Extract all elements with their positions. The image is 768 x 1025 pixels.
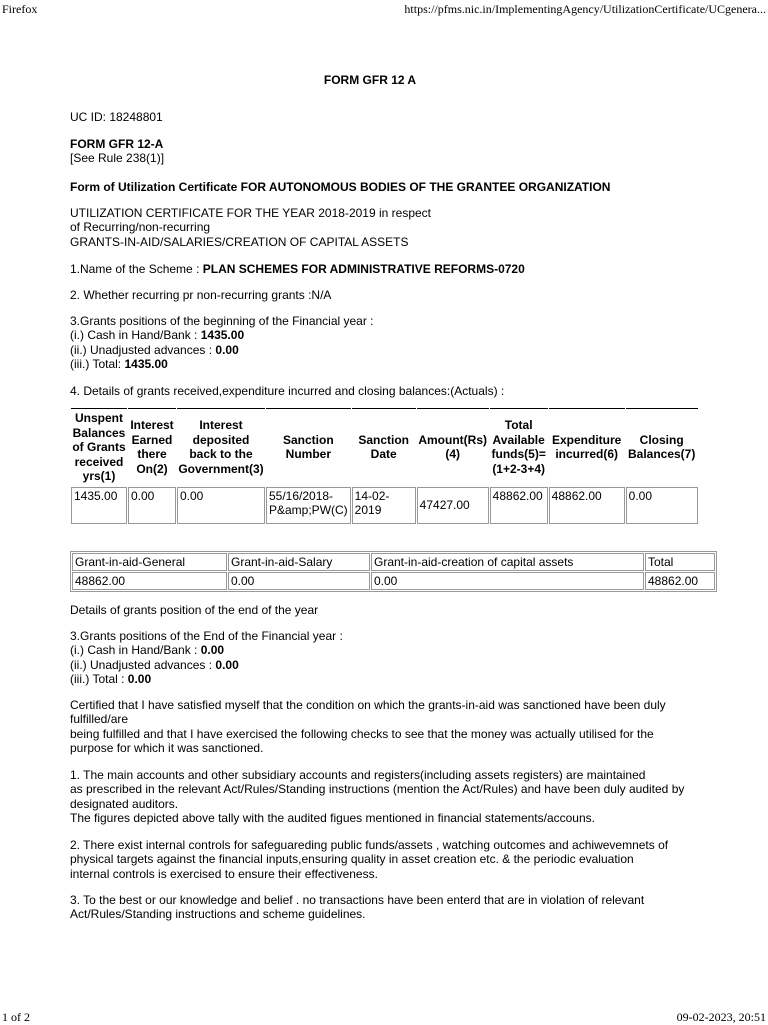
end-advances xyxy=(70,658,239,673)
rule-reference: [See Rule 238(1)] xyxy=(70,151,165,165)
begin-advances xyxy=(70,343,239,358)
cell-unspent: 1435.00 xyxy=(71,487,127,524)
begin-cash-label: (i.) Cash in Hand/Bank : xyxy=(70,328,201,342)
page-number: 1 of 2 xyxy=(2,1010,30,1024)
point-1-line-2: as prescribed in the relevant Act/Rules/Standing instructions (mention the Act/Rules) and have been duly audited by xyxy=(70,782,685,796)
col-total-funds: Total Available funds(5)= (1+2-3+4) xyxy=(490,408,548,486)
browser-print-header xyxy=(0,0,768,18)
end-details: Details of grants position of the end of the year xyxy=(70,603,319,617)
end-heading: 3.Grants positions of the End of the Financial year : xyxy=(70,629,343,643)
print-datetime: 09-02-2023, 20:51 xyxy=(676,1010,766,1024)
cell-interest-earned: 0.00 xyxy=(128,487,176,524)
cell-sanction-number: 55/16/2018-P&amp;PW(C) xyxy=(266,487,351,524)
col-expenditure: Expenditure incurred(6) xyxy=(549,408,625,486)
grant-category-table xyxy=(70,551,717,592)
col-interest-deposited: Interest deposited back to the Government(3) xyxy=(177,408,265,486)
recurring-grants: 2. Whether recurring pr non-recurring grants :N/A xyxy=(70,288,332,302)
point-3-line-2: Act/Rules/Standing instructions and scheme guidelines. xyxy=(70,907,366,921)
point-1-line-4: The figures depicted above tally with the audited figues mentioned in financial statements/accouns. xyxy=(70,811,595,825)
cell-sanction-date: 14-02-2019 xyxy=(352,487,416,524)
cell-amount: 47427.00 xyxy=(417,487,489,524)
cell-interest-deposited: 0.00 xyxy=(177,487,265,524)
col-sanction-date: Sanction Date xyxy=(352,408,416,486)
point-1-line-3: designated auditors. xyxy=(70,797,179,811)
table-row xyxy=(72,572,715,590)
col-grant-capital: Grant-in-aid-creation of capital assets xyxy=(371,553,644,571)
begin-total-value: 1435.00 xyxy=(124,357,168,371)
col-unspent-balances: Unspent Balances of Grants received yrs(1) xyxy=(71,408,127,486)
table-header-row xyxy=(71,408,698,486)
col-closing-balances: Closing Balances(7) xyxy=(626,408,698,486)
end-cash-value: 0.00 xyxy=(200,643,225,657)
col-interest-earned: Interest Earned there On(2) xyxy=(128,408,176,486)
uc-recurring-line: of Recurring/non-recurring xyxy=(70,220,211,234)
table-row xyxy=(71,487,698,524)
end-total-label: (iii.) Total : xyxy=(70,672,128,686)
end-cash xyxy=(70,643,224,658)
point-2-line-3: internal controls is exercised to ensure their effectiveness. xyxy=(70,867,378,881)
cell-closing: 0.00 xyxy=(626,487,698,524)
page-title: FORM GFR 12 A xyxy=(323,73,417,87)
col-sanction-number: Sanction Number xyxy=(266,408,351,486)
certification-line-3: being fulfilled and that I have exercised the following checks to see that the money was actually utilised for the xyxy=(70,727,654,741)
cell-expenditure: 48862.00 xyxy=(549,487,625,524)
end-adv-label: (ii.) Unadjusted advances : xyxy=(70,658,216,672)
end-total xyxy=(70,672,151,687)
form-heading: Form of Utilization Certificate FOR AUTONOMOUS BODIES OF THE GRANTEE ORGANIZATION xyxy=(70,180,611,194)
scheme-name xyxy=(70,262,525,277)
begin-total-label: (iii.) Total: xyxy=(70,357,125,371)
page-url[interactable]: https://pfms.nic.in/ImplementingAgency/UtilizationCertificate/UCgenera... xyxy=(404,2,766,16)
begin-cash-value: 1435.00 xyxy=(200,328,245,342)
col-amount: Amount(Rs) (4) xyxy=(417,408,489,486)
col-grant-total: Total xyxy=(645,553,715,571)
begin-heading: 3.Grants positions of the beginning of the Financial year : xyxy=(70,314,374,328)
cell-grant-salary: 0.00 xyxy=(228,572,370,590)
certification-line-1: Certified that I have satisfied myself that the condition on which the grants-in-aid was sanctioned have been duly xyxy=(70,698,666,712)
certification-line-4: purpose for which it was sanctioned. xyxy=(70,741,264,755)
end-adv-value: 0.00 xyxy=(215,658,239,672)
cell-grant-total: 48862.00 xyxy=(645,572,715,590)
col-grant-general: Grant-in-aid-General xyxy=(72,553,227,571)
table-header-row xyxy=(72,553,715,571)
grants-details-table xyxy=(70,407,699,525)
point-2-line-1: 2. There exist internal controls for safeguareding public funds/assets , watching outcomes and achiwevemnets of xyxy=(70,838,669,852)
certification-line-2: fulfilled/are xyxy=(70,712,129,726)
uc-year-line: UTILIZATION CERTIFICATE FOR THE YEAR 2018-2019 in respect xyxy=(70,206,431,220)
point-3-line-1: 3. To the best or our knowledge and belief . no transactions have been enterd that are in violation of relevant xyxy=(70,893,645,907)
point-2-line-2: physical targets against the financial inputs,ensuring quality in asset creation etc. & the periodic evaluation xyxy=(70,852,634,866)
uc-id: UC ID: 18248801 xyxy=(70,110,163,124)
end-total-value: 0.00 xyxy=(127,672,152,686)
cell-grant-capital: 0.00 xyxy=(371,572,644,590)
uc-grants-line: GRANTS-IN-AID/SALARIES/CREATION OF CAPITAL ASSETS xyxy=(70,235,409,249)
browser-name: Firefox xyxy=(2,2,38,16)
end-cash-label: (i.) Cash in Hand/Bank : xyxy=(70,643,201,657)
scheme-label: 1.Name of the Scheme : xyxy=(70,262,203,276)
details-heading: 4. Details of grants received,expenditure incurred and closing balances:(Actuals) : xyxy=(70,384,505,398)
col-grant-salary: Grant-in-aid-Salary xyxy=(228,553,370,571)
begin-adv-label: (ii.) Unadjusted advances : xyxy=(70,343,216,357)
begin-adv-value: 0.00 xyxy=(215,343,239,357)
form-number: FORM GFR 12-A xyxy=(70,137,164,151)
cell-total-funds: 48862.00 xyxy=(490,487,548,524)
begin-total xyxy=(70,357,168,372)
point-1-line-1: 1. The main accounts and other subsidiary accounts and registers(including assets registers) are maintained xyxy=(70,768,646,782)
cell-grant-general: 48862.00 xyxy=(72,572,227,590)
scheme-value: PLAN SCHEMES FOR ADMINISTRATIVE REFORMS-0720 xyxy=(202,262,525,276)
begin-cash xyxy=(70,328,244,343)
browser-print-footer xyxy=(0,1010,768,1024)
